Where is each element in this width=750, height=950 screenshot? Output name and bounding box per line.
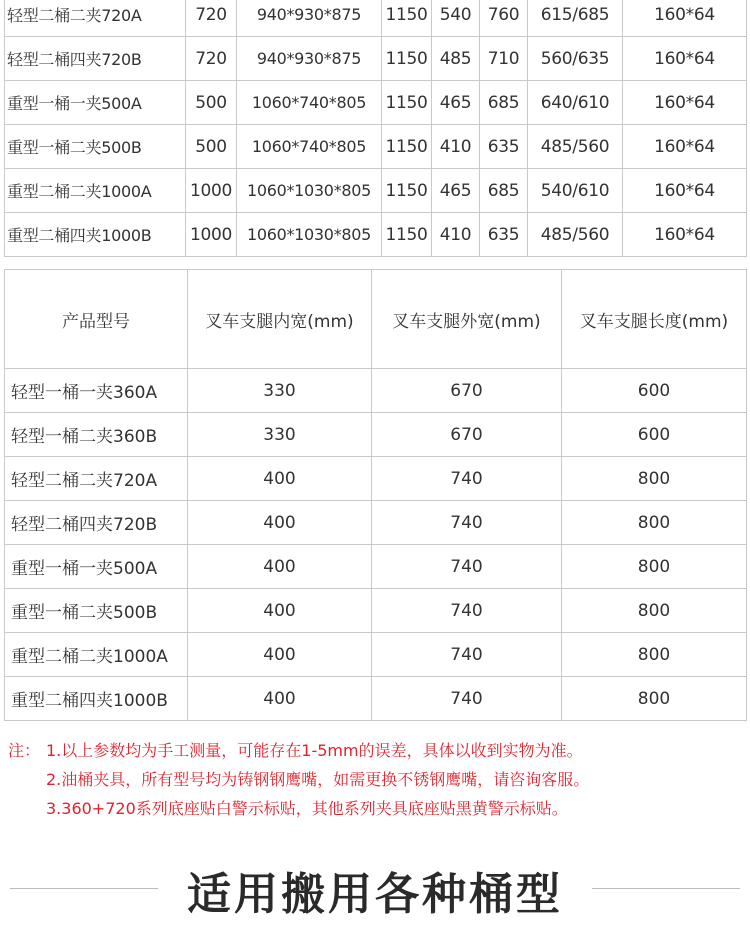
cell-dimensions: 1060*740*805 xyxy=(237,81,382,125)
header-outer-width: 叉车支腿外宽(mm) xyxy=(372,270,562,369)
header-length: 叉车支腿长度(mm) xyxy=(562,270,747,369)
cell-model: 轻型一桶一夹360A xyxy=(5,369,188,413)
cell-outer-width: 740 xyxy=(372,457,562,501)
cell-model: 重型一桶一夹500A xyxy=(5,545,188,589)
cell-capacity: 720 xyxy=(186,0,237,37)
table-row xyxy=(5,169,747,213)
table-row xyxy=(5,677,747,721)
cell-col8: 160*64 xyxy=(623,213,747,257)
cell-model: 轻型一桶二夹360B xyxy=(5,413,188,457)
cell-length: 600 xyxy=(562,369,747,413)
cell-inner-width: 400 xyxy=(188,589,372,633)
cell-col8: 160*64 xyxy=(623,81,747,125)
leg-size-table xyxy=(4,269,747,721)
cell-inner-width: 400 xyxy=(188,677,372,721)
heading-divider-left xyxy=(10,888,158,889)
cell-dimensions: 1060*740*805 xyxy=(237,125,382,169)
cell-length: 800 xyxy=(562,677,747,721)
cell-length: 800 xyxy=(562,457,747,501)
cell-col4: 1150 xyxy=(382,0,432,37)
section-heading xyxy=(0,855,750,925)
cell-col4: 1150 xyxy=(382,169,432,213)
spec-table-top xyxy=(4,0,747,257)
cell-length: 800 xyxy=(562,633,747,677)
cell-col7: 615/685 xyxy=(528,0,623,37)
cell-dimensions: 940*930*875 xyxy=(237,37,382,81)
cell-model: 重型二桶四夹1000B xyxy=(5,213,186,257)
header-inner-width: 叉车支腿内宽(mm) xyxy=(188,270,372,369)
table-row xyxy=(5,457,747,501)
cell-col7: 485/560 xyxy=(528,125,623,169)
cell-col5: 485 xyxy=(432,37,480,81)
cell-col5: 410 xyxy=(432,125,480,169)
cell-col4: 1150 xyxy=(382,37,432,81)
cell-length: 800 xyxy=(562,501,747,545)
cell-model: 轻型二桶四夹720B xyxy=(5,501,188,545)
cell-capacity: 500 xyxy=(186,125,237,169)
cell-col8: 160*64 xyxy=(623,0,747,37)
cell-inner-width: 330 xyxy=(188,369,372,413)
cell-length: 800 xyxy=(562,545,747,589)
cell-capacity: 500 xyxy=(186,81,237,125)
cell-col6: 635 xyxy=(480,213,528,257)
cell-outer-width: 670 xyxy=(372,413,562,457)
cell-model: 重型一桶一夹500A xyxy=(5,81,186,125)
table-row xyxy=(5,81,747,125)
cell-model: 重型二桶二夹1000A xyxy=(5,633,188,677)
header-model: 产品型号 xyxy=(5,270,188,369)
cell-col5: 465 xyxy=(432,169,480,213)
cell-length: 600 xyxy=(562,413,747,457)
cell-col6: 685 xyxy=(480,81,528,125)
table-row xyxy=(5,633,747,677)
cell-model: 轻型二桶四夹720B xyxy=(5,37,186,81)
table-row xyxy=(5,369,747,413)
table-row xyxy=(5,37,747,81)
section-heading-title: 适用搬用各种桶型 xyxy=(187,869,563,920)
cell-col4: 1150 xyxy=(382,81,432,125)
cell-col5: 410 xyxy=(432,213,480,257)
cell-model: 重型二桶四夹1000B xyxy=(5,677,188,721)
cell-capacity: 1000 xyxy=(186,213,237,257)
notes-prefix: 注： xyxy=(8,741,41,760)
cell-model: 重型一桶二夹500B xyxy=(5,589,188,633)
cell-col8: 160*64 xyxy=(623,169,747,213)
note-line-2 xyxy=(8,765,744,794)
note-text-1: 1.以上参数均为手工测量，可能存在1-5mm的误差，具体以收到实物为准。 xyxy=(46,741,583,760)
cell-col8: 160*64 xyxy=(623,125,747,169)
notes-section xyxy=(8,736,744,823)
heading-divider-right xyxy=(592,888,740,889)
leg-size-table-header-row xyxy=(5,270,747,369)
table-row xyxy=(5,213,747,257)
cell-col7: 485/560 xyxy=(528,213,623,257)
table-row xyxy=(5,125,747,169)
cell-col6: 685 xyxy=(480,169,528,213)
cell-col4: 1150 xyxy=(382,125,432,169)
table-row xyxy=(5,545,747,589)
cell-model: 重型二桶二夹1000A xyxy=(5,169,186,213)
cell-outer-width: 740 xyxy=(372,589,562,633)
note-line-3 xyxy=(8,794,744,823)
cell-outer-width: 740 xyxy=(372,545,562,589)
leg-size-table-body xyxy=(5,369,747,721)
cell-inner-width: 400 xyxy=(188,633,372,677)
cell-col5: 465 xyxy=(432,81,480,125)
cell-col6: 760 xyxy=(480,0,528,37)
cell-outer-width: 740 xyxy=(372,677,562,721)
cell-col8: 160*64 xyxy=(623,37,747,81)
cell-capacity: 720 xyxy=(186,37,237,81)
cell-inner-width: 400 xyxy=(188,501,372,545)
cell-model: 轻型二桶二夹720A xyxy=(5,457,188,501)
note-line-1 xyxy=(8,736,744,765)
cell-model: 重型一桶二夹500B xyxy=(5,125,186,169)
table-row xyxy=(5,501,747,545)
cell-length: 800 xyxy=(562,589,747,633)
table-row xyxy=(5,413,747,457)
spec-table-top-body xyxy=(5,0,747,257)
cell-col7: 540/610 xyxy=(528,169,623,213)
note-text-3: 3.360+720系列底座贴白警示标贴，其他系列夹具底座贴黑黄警示标贴。 xyxy=(46,799,568,818)
table-row xyxy=(5,589,747,633)
cell-col6: 710 xyxy=(480,37,528,81)
cell-inner-width: 400 xyxy=(188,545,372,589)
cell-outer-width: 670 xyxy=(372,369,562,413)
table-row xyxy=(5,0,747,37)
cell-dimensions: 940*930*875 xyxy=(237,0,382,37)
cell-inner-width: 330 xyxy=(188,413,372,457)
cell-col5: 540 xyxy=(432,0,480,37)
cell-model: 轻型二桶二夹720A xyxy=(5,0,186,37)
cell-outer-width: 740 xyxy=(372,633,562,677)
cell-col7: 640/610 xyxy=(528,81,623,125)
cell-outer-width: 740 xyxy=(372,501,562,545)
cell-inner-width: 400 xyxy=(188,457,372,501)
cell-col4: 1150 xyxy=(382,213,432,257)
cell-col7: 560/635 xyxy=(528,37,623,81)
cell-dimensions: 1060*1030*805 xyxy=(237,169,382,213)
cell-dimensions: 1060*1030*805 xyxy=(237,213,382,257)
note-text-2: 2.油桶夹具，所有型号均为铸钢钢鹰嘴，如需更换不锈钢鹰嘴，请咨询客服。 xyxy=(46,770,590,789)
cell-col6: 635 xyxy=(480,125,528,169)
cell-capacity: 1000 xyxy=(186,169,237,213)
